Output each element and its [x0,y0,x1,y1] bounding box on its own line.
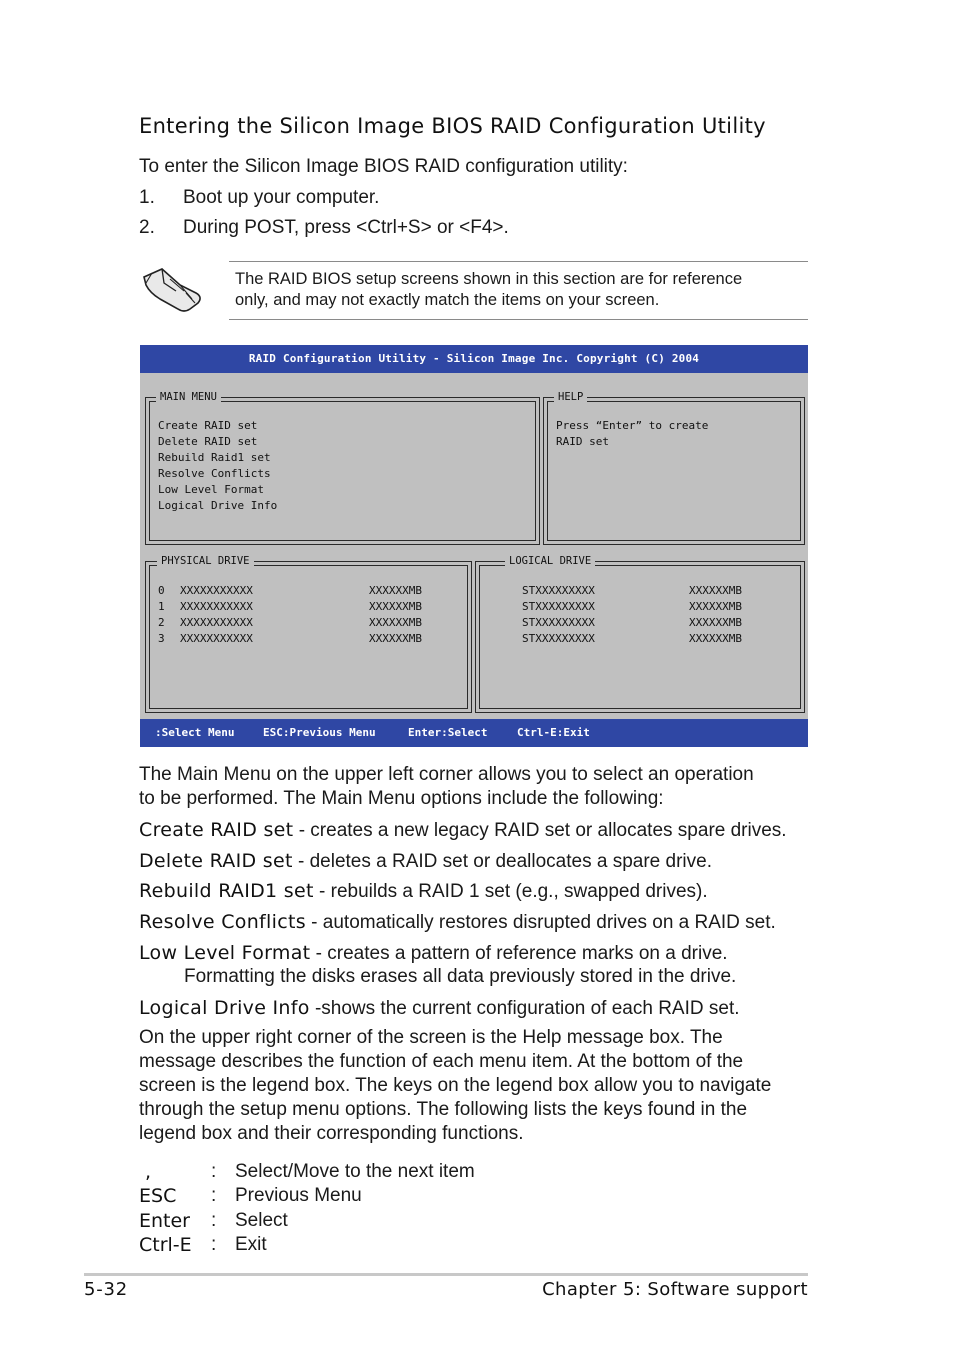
key-name: Enter [139,1210,190,1232]
bios-legend-bar [140,719,808,747]
bios-screen [140,345,808,747]
definition-resolve-conflicts [139,910,776,935]
drive-name: XXXXXXXXXXX [180,584,253,597]
key-name: Ctrl-E [139,1234,192,1256]
paragraph-line: legend box and their corresponding functions. [139,1123,524,1144]
step-2 [139,216,509,240]
key-name: , [139,1161,152,1183]
page-number: 5-32 [84,1279,129,1300]
drive-size: XXXXXXMB [369,600,422,613]
key-name: ESC [139,1185,177,1207]
menu-item-create-raid[interactable]: Create RAID set [158,419,258,432]
logical-drive-size: XXXXXXMB [689,600,742,613]
drive-index: 2 [158,616,165,629]
definition-desc: - deletes a RAID set or deallocates a spare drive. [292,851,712,872]
menu-item-resolve-conflicts[interactable]: Resolve Conflicts [158,467,271,480]
step-number: 1. [139,187,155,208]
note-bottom-rule [229,319,808,320]
key-desc: Exit [235,1234,267,1255]
logical-drive-name: STXXXXXXXXX [522,584,595,597]
step-1 [139,186,379,210]
key-desc: Select [235,1210,288,1231]
legend-esc: ESC:Previous Menu [263,726,376,739]
logical-drive-panel [475,555,805,713]
drive-name: XXXXXXXXXXX [180,600,253,613]
physical-drive-label: PHYSICAL DRIVE [157,554,254,568]
logical-drive-name: STXXXXXXXXX [522,632,595,645]
logical-drive-size: XXXXXXMB [689,616,742,629]
bios-title-bar: RAID Configuration Utility - Silicon Image Inc. Copyright (C) 2004 [140,345,808,373]
definition-term: Delete RAID set [139,850,293,872]
main-menu-label: MAIN MENU [156,390,221,404]
help-text-line: Press “Enter” to create [556,419,709,432]
definition-term: Logical Drive Info [139,997,310,1019]
help-text-line: RAID set [556,435,609,448]
key-colon: : [211,1234,217,1255]
note-line: only, and may not exactly match the items on your screen. [235,291,660,309]
paragraph-line: message describes the function of each menu item. At the bottom of the [139,1051,744,1072]
definition-term: Resolve Conflicts [139,911,306,933]
paragraph-line: On the upper right corner of the screen is the Help message box. The [139,1027,723,1048]
menu-item-low-level-format[interactable]: Low Level Format [158,483,264,496]
key-desc: Select/Move to the next item [235,1161,475,1182]
step-text: Boot up your computer. [183,187,380,208]
drive-name: XXXXXXXXXXX [180,632,253,645]
section-heading: Entering the Silicon Image BIOS RAID Configuration Utility [139,114,766,138]
definition-continuation: Formatting the disks erases all data previously stored in the drive. [184,966,737,987]
key-desc: Previous Menu [235,1185,362,1206]
help-label: HELP [554,390,587,404]
logical-drive-label: LOGICAL DRIVE [505,554,595,568]
legend-enter: Enter:Select [408,726,488,739]
drive-name: XXXXXXXXXXX [180,616,253,629]
definition-term: Create RAID set [139,819,294,841]
paragraph-line: to be performed. The Main Menu options include the following: [139,788,664,809]
menu-item-logical-drive-info[interactable]: Logical Drive Info [158,499,278,512]
paragraph-line: The Main Menu on the upper left corner allows you to select an operation [139,764,754,785]
definition-rebuild-raid1 [139,879,708,904]
logical-drive-size: XXXXXXMB [689,584,742,597]
definition-term: Low Level Format [139,942,311,964]
drive-index: 1 [158,600,165,613]
logical-drive-size: XXXXXXMB [689,632,742,645]
step-number: 2. [139,217,155,238]
definition-low-level-format [139,941,728,966]
definition-logical-drive-info [139,996,740,1021]
menu-item-delete-raid[interactable]: Delete RAID set [158,435,258,448]
footer-rule [84,1273,808,1276]
definition-create-raid [139,818,787,843]
key-colon: : [211,1210,217,1231]
note-line: The RAID BIOS setup screens shown in this section are for reference [235,270,743,288]
menu-item-rebuild-raid1[interactable]: Rebuild Raid1 set [158,451,271,464]
key-colon: : [211,1185,217,1206]
key-colon: : [211,1161,217,1182]
drive-size: XXXXXXMB [369,632,422,645]
drive-size: XXXXXXMB [369,616,422,629]
paragraph-line: screen is the legend box. The keys on the legend box allow you to navigate [139,1075,772,1096]
logical-drive-name: STXXXXXXXXX [522,616,595,629]
definition-delete-raid [139,849,712,874]
drive-index: 0 [158,584,165,597]
help-panel [543,391,805,545]
chapter-title: Chapter 5: Software support [542,1279,808,1300]
drive-size: XXXXXXMB [369,584,422,597]
definition-desc: - creates a new legacy RAID set or allocates spare drives. [293,820,787,841]
hand-note-icon [140,263,206,315]
legend-ctrl-e: Ctrl-E:Exit [517,726,590,739]
note-text [235,269,805,311]
logical-drive-name: STXXXXXXXXX [522,600,595,613]
drive-index: 3 [158,632,165,645]
legend-paragraph [139,1026,771,1146]
definition-desc: - rebuilds a RAID 1 set (e.g., swapped drives). [313,881,708,902]
intro-text: To enter the Silicon Image BIOS RAID configuration utility: [139,156,628,177]
main-menu-paragraph [139,763,754,811]
physical-drive-panel [145,555,472,713]
definition-term: Rebuild RAID1 set [139,880,314,902]
note-top-rule [229,261,808,262]
step-text: During POST, press <Ctrl+S> or <F4>. [183,217,509,238]
definition-desc: - automatically restores disrupted drives on a RAID set. [305,912,776,933]
legend-select-menu: :Select Menu [155,726,235,739]
definition-desc: - creates a pattern of reference marks on a drive. [310,943,728,964]
main-menu-panel [145,391,540,545]
definition-desc: -shows the current configuration of each RAID set. [309,998,740,1019]
paragraph-line: through the setup menu options. The following lists the keys found in the [139,1099,748,1120]
